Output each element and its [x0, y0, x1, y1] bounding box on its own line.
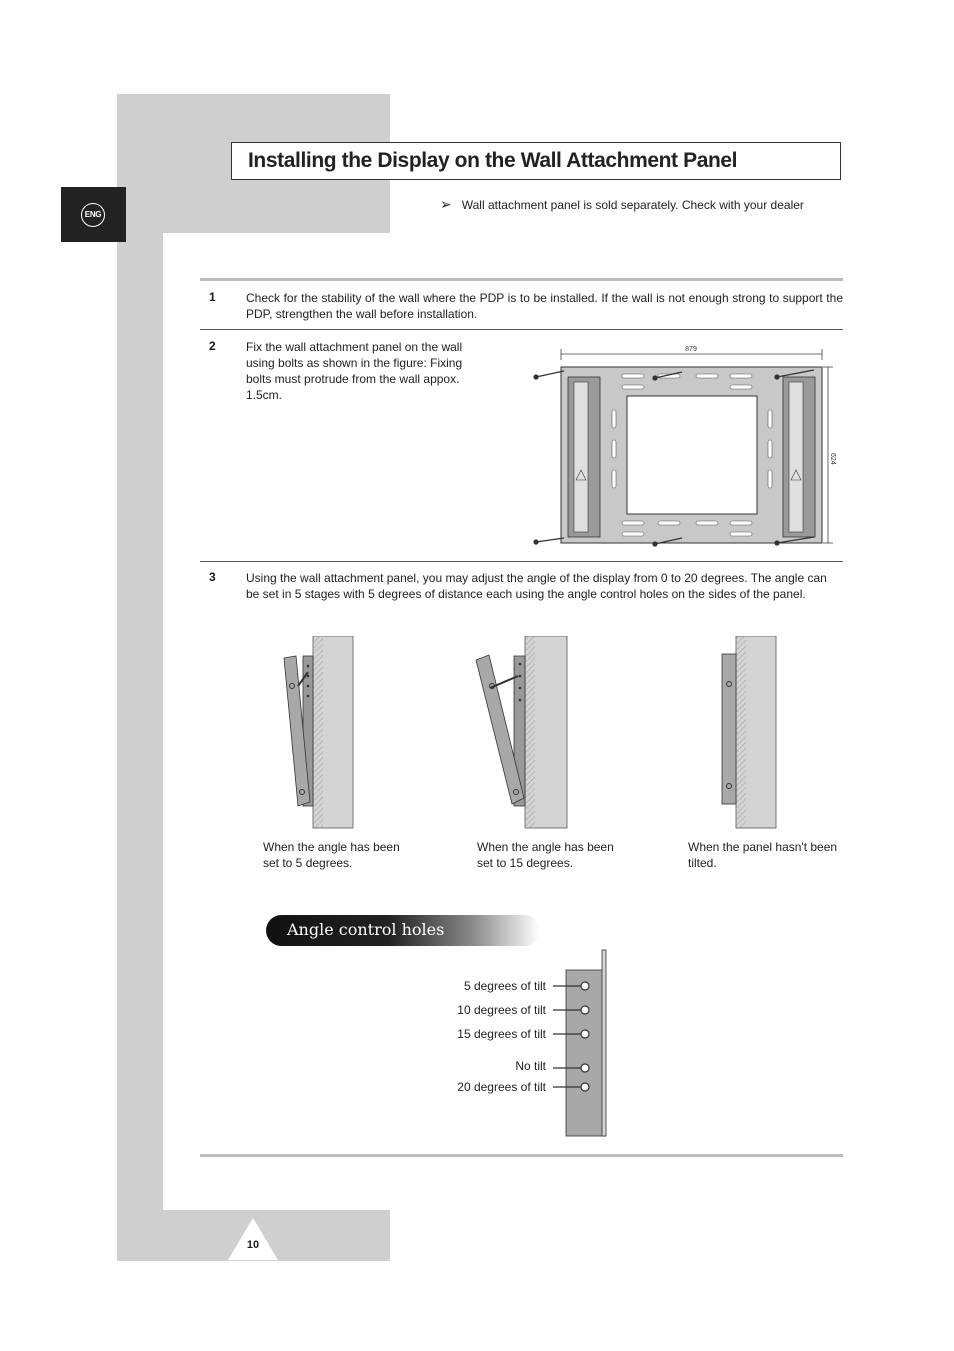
- step-number: 3: [209, 570, 216, 584]
- tilt-5-degrees-figure: [280, 636, 358, 832]
- page-number: 10: [246, 1239, 260, 1251]
- note-text: Wall attachment panel is sold separately. Check with your dealer: [461, 198, 804, 212]
- divider: [200, 329, 843, 330]
- top-rule: [200, 278, 843, 281]
- hole-label: 20 degrees of tilt: [457, 1080, 546, 1094]
- figure-caption: When the angle has been set to 15 degrees.: [477, 840, 614, 870]
- arrow-icon: ➢: [440, 196, 452, 212]
- width-dimension-label: 879: [685, 346, 697, 353]
- side-band: [117, 94, 163, 1261]
- wall-panel-figure: [530, 340, 840, 552]
- divider: [200, 561, 843, 562]
- figure-caption: When the panel hasn't been tilted.: [688, 840, 838, 870]
- step-text: Check for the stability of the wall where the PDP is to be installed. If the wall is not enough strong to support the PDP, strengthen the wall before installation.: [246, 291, 843, 321]
- step-text: Using the wall attachment panel, you may adjust the angle of the display from 0 to 20 degrees. The angle can be set in 5 stages with 5 degrees of distance each using the angle control holes on the sides of the panel.: [246, 571, 827, 601]
- height-dimension-label: 624: [829, 453, 836, 465]
- tilt-15-degrees-figure: [472, 636, 572, 832]
- section-heading: Angle control holes: [287, 920, 445, 939]
- hole-label: No tilt: [515, 1059, 546, 1073]
- hole-label: 10 degrees of tilt: [457, 1003, 546, 1017]
- no-tilt-figure: [716, 636, 780, 832]
- step-number: 1: [209, 290, 216, 304]
- title-box: [231, 142, 841, 180]
- angle-holes-figure: [545, 948, 615, 1140]
- bottom-rule: [200, 1154, 843, 1157]
- language-label: ENG: [81, 203, 105, 227]
- step-number: 2: [209, 339, 216, 353]
- note: [440, 196, 804, 213]
- language-tab: [61, 187, 126, 242]
- hole-label: 5 degrees of tilt: [463, 979, 546, 993]
- hole-label: 15 degrees of tilt: [457, 1027, 546, 1041]
- figure-caption: When the angle has been set to 5 degrees.: [263, 840, 400, 870]
- step-text: Fix the wall attachment panel on the wall using bolts as shown in the figure: Fixing bolts must protrude from the wall appox. 1.5cm.: [246, 340, 463, 402]
- page-title: Installing the Display on the Wall Attachment Panel: [248, 149, 738, 172]
- section-heading-pill: [266, 915, 540, 946]
